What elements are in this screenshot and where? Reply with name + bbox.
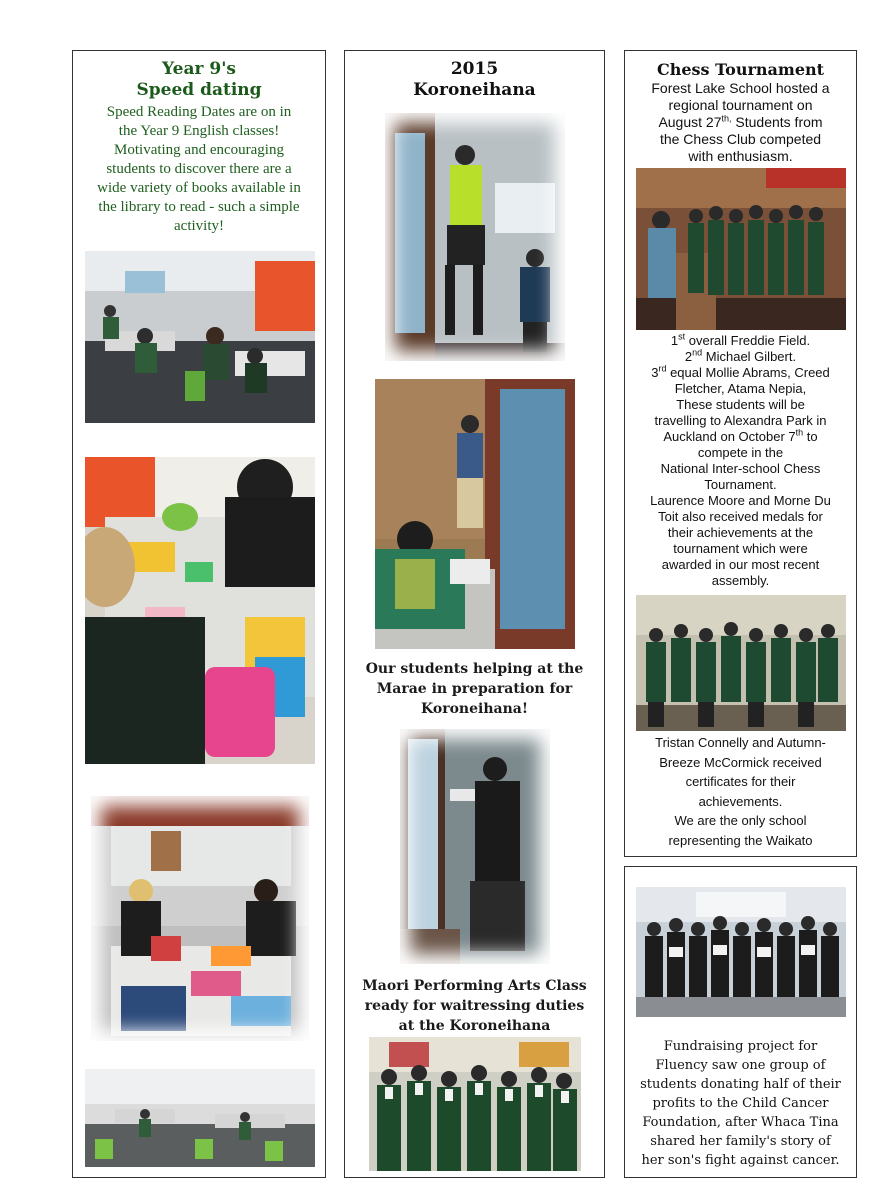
koroneihana-title: 2015 Koroneihana [413,59,536,100]
cleaning-windows-photo [385,113,565,361]
performing-arts-caption: Maori Performing Arts Class ready for waitressing duties at the Koroneihana [362,978,587,1034]
year9-body: Speed Reading Dates are on in the Year 9 English classes! Motivating and encouraging students to discover there are a wide variety of books available in the library to read - such a simple activity! [97,104,301,234]
waitressing-group-photo [369,1037,581,1171]
students-reading-photo [85,457,315,764]
books-table-photo [91,796,309,1041]
year9-title: Year 9's Speed dating [136,59,262,100]
washing-glass-doors-photo [375,379,575,649]
chess-medalists-photo [636,595,846,731]
chess-title: Chess Tournament [656,60,825,79]
fundraising-text: Fundraising project for Fluency saw one group of students donating half of their profits to the Child Cancer Foundation, after Whaca Tina shared her family's story of her son's fight against cancer. [640,1039,841,1168]
chess-prizegiving-photo [636,168,846,330]
marae-caption: Our students helping at the Marae in preparation for Koroneihana! [365,661,584,717]
chess-intro: Forest Lake School hosted a regional tournament on August $27^{th,}$ Students from the Chess Club competed with enthusiasm. [651,80,830,164]
library-classroom-photo [85,251,315,423]
koroneihana-column [344,50,605,1178]
year9-column [72,50,326,1178]
chess-results: 1st overall Freddie Field. 2nd Michael Gilbert. 3rd equal Mollie Abrams, Creed Fletcher, Atama Nepia, These students will be travelling to Alexandra Park in Auckland on October 7th to compete in the National Inter-school Chess Tournament. Laurence Moore and Morne Du Toit also received medals for their achievements at the tournament which were awarded in our most recent assembly. [650,331,831,588]
wiping-window-photo [400,729,550,964]
fluency-group-photo [636,887,846,1017]
library-wide-photo [85,1069,315,1167]
fundraising-column [624,866,857,1178]
chess-certificates: Tristan Connelly and Autumn- Breeze McCormick received certificates for their achievements. We are the only school representing the Waikato [655,735,826,848]
chess-tournament-column [624,50,857,857]
